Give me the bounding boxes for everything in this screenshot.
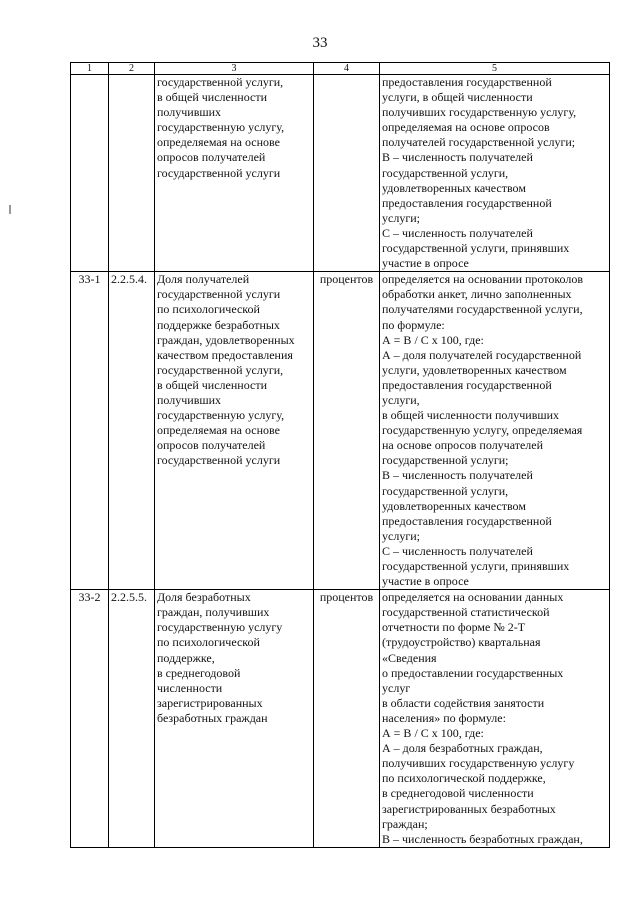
page-number: 33 [312,35,328,51]
indicator-name-line: по психологической [157,635,260,650]
indicators-table [70,62,610,848]
indicator-name-line: государственную услугу, [157,120,285,135]
indicator-name-line: в среднегодовой [157,665,241,680]
column-number: 4 [314,63,380,75]
calculation-method-line: обработки анкет, лично заполненных [382,287,572,302]
calculation-method-line: государственной услуги, [382,165,509,180]
indicator-name-cell [155,75,314,272]
calculation-method-line: по формуле: [382,317,445,332]
calculation-method-line: услуги; [382,210,420,225]
calculation-method-line: услуги; [382,528,420,543]
row-number-cell: 33-1 [71,272,109,590]
calculation-method-line: (трудоустройство) квартальная [382,635,541,650]
calculation-method-line: по психологической поддержке, [382,771,546,786]
unit-cell: процентов [314,590,380,848]
calculation-method-line: зарегистрированных безработных [382,801,556,816]
indicator-name-line: Доля получателей [157,272,250,287]
indicator-name-line: государственной услуги, [157,362,284,377]
calculation-method-line: удовлетворенных качеством [382,498,526,513]
column-number: 1 [71,63,109,75]
calculation-method-line: А = В / С х 100, где: [382,726,484,741]
column-number: 2 [109,63,155,75]
calculation-method-line: в области содействия занятости [382,695,545,710]
calculation-method-line: граждан; [382,816,428,831]
calculation-method-line: удовлетворенных качеством [382,180,526,195]
calculation-method-line: С – численность получателей [382,543,533,558]
indicator-code-cell: 2.2.5.4. [109,272,155,590]
calculation-method-line: участие в опросе [382,256,469,271]
calculation-method-line: «Сведения [382,650,437,665]
indicator-name-line: государственной услуги [157,453,281,468]
indicator-name-line: граждан, получивших [157,605,270,620]
calculation-method-line: определяемая на основе опросов [382,120,550,135]
indicator-name-line: государственной услуги [157,165,281,180]
row-number-cell [71,75,109,272]
calculation-method-line: предоставления государственной [382,195,552,210]
indicator-code-cell: 2.2.5.5. [109,590,155,848]
calculation-method-cell [380,590,610,848]
indicator-name-line: по психологической [157,302,260,317]
calculation-method-line: С – численность получателей [382,225,533,240]
calculation-method-line: В – численность получателей [382,468,533,483]
calculation-method-line: А = В / С х 100, где: [382,332,484,347]
indicator-name-line: определяемая на основе [157,135,280,150]
calculation-method-line: участие в опросе [382,574,469,589]
column-number: 3 [155,63,314,75]
indicator-name-line: опросов получателей [157,150,266,165]
row-number-cell: 33-2 [71,590,109,848]
calculation-method-line: государственную услугу, определяемая [382,423,583,438]
indicator-name-line: в общей численности [157,90,267,105]
calculation-method-line: государственной статистической [382,605,550,620]
calculation-method-line: предоставления государственной [382,377,552,392]
column-number: 5 [380,63,610,75]
indicator-name-line: граждан, удовлетворенных [157,332,295,347]
indicator-name-line: государственную услугу [157,620,283,635]
indicator-name-line: безработных граждан [157,710,268,725]
indicator-name-line: поддержке безработных [157,317,280,332]
calculation-method-cell [380,272,610,590]
calculation-method-line: отчетности по форме № 2-Т [382,620,526,635]
unit-cell: процентов [314,272,380,590]
indicator-name-line: Доля безработных [157,590,251,605]
calculation-method-line: о предоставлении государственных [382,665,564,680]
calculation-method-line: В – численность безработных граждан, [382,831,583,846]
calculation-method-line: А – доля получателей государственной [382,347,582,362]
table-row [71,75,610,272]
indicator-name-line: качеством предоставления [157,347,293,362]
calculation-method-line: услуги, [382,392,420,407]
indicator-name-line: государственной услуги [157,287,281,302]
indicator-name-line: государственной услуги, [157,75,284,89]
calculation-method-line: предоставления государственной [382,75,552,89]
indicator-name-line: определяемая на основе [157,423,280,438]
calculation-method-line: государственной услуги, принявших [382,559,570,573]
calculation-method-line: услуг [382,680,411,695]
indicator-name-cell [155,590,314,848]
column-number-row [71,63,610,75]
table-row [71,272,610,590]
indicator-name-line: получивших [157,392,222,407]
calculation-method-line: предоставления государственной [382,513,552,528]
indicator-name-line: опросов получателей [157,438,266,453]
table-row [71,590,610,848]
calculation-method-line: услуги, удовлетворенных качеством [382,362,567,377]
calculation-method-line: В – численность получателей [382,150,533,165]
calculation-method-line: государственной услуги; [382,453,509,468]
calculation-method-line: населения» по формуле: [382,710,506,725]
calculation-method-line: в среднегодовой численности [382,786,534,801]
calculation-method-line: А – доля безработных граждан, [382,741,543,756]
calculation-method-line: государственной услуги, [382,483,509,498]
calculation-method-line: получателей государственной услуги; [382,135,576,150]
calculation-method-line: получивших государственную услугу [382,756,575,771]
calculation-method-line: на основе опросов получателей [382,438,544,453]
calculation-method-line: государственной услуги, принявших [382,241,570,256]
indicator-name-line: получивших [157,105,222,120]
calculation-method-line: услуги, в общей численности [382,90,533,105]
calculation-method-line: определяется на основании протоколов [382,272,584,287]
indicator-code-cell [109,75,155,272]
calculation-method-line: получателями государственной услуги, [382,302,583,317]
margin-mark [9,205,11,214]
indicator-name-line: зарегистрированных [157,695,263,710]
indicator-name-line: поддержке, [157,650,215,665]
calculation-method-cell [380,75,610,272]
indicator-name-line: численности [157,680,223,695]
unit-cell [314,75,380,272]
indicator-name-cell [155,272,314,590]
calculation-method-line: в общей численности получивших [382,408,560,423]
calculation-method-line: определяется на основании данных [382,590,564,605]
indicator-name-line: государственную услугу, [157,408,285,423]
indicator-name-line: в общей численности [157,377,267,392]
calculation-method-line: получивших государственную услугу, [382,105,577,120]
